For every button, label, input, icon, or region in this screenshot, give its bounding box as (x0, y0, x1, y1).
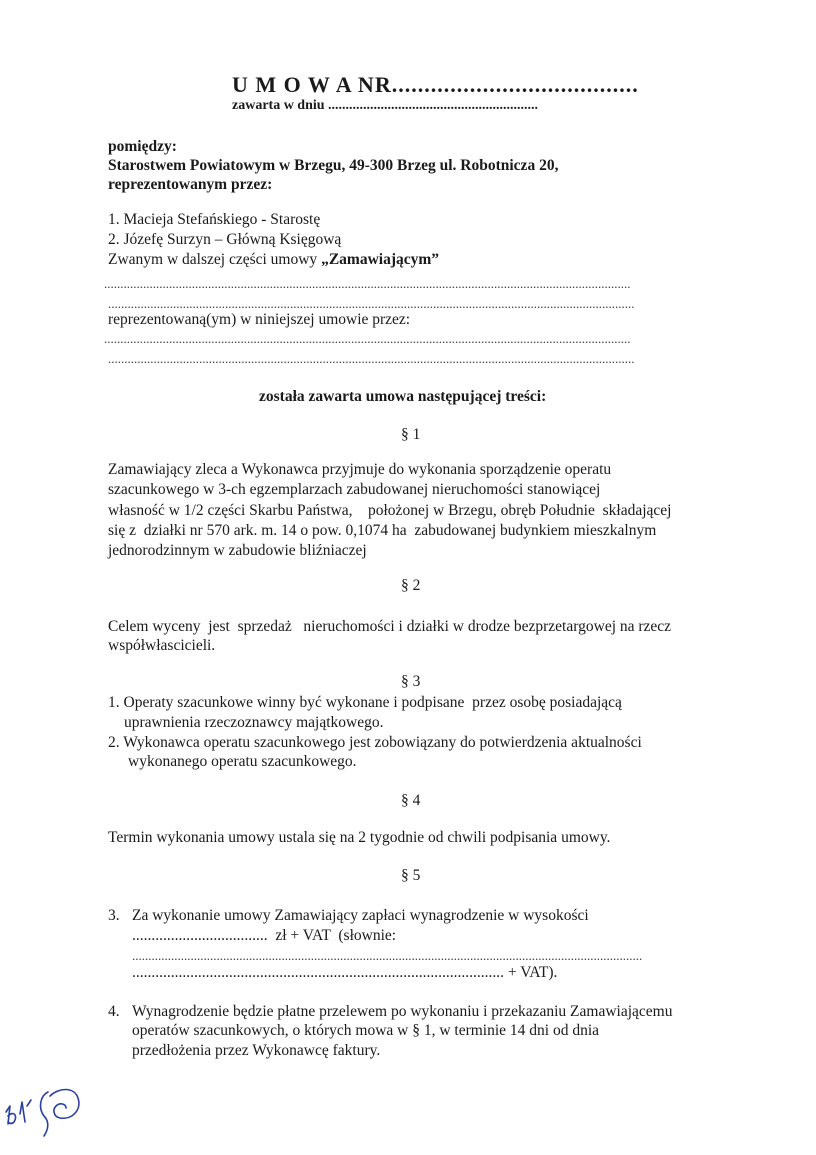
called-line (108, 250, 439, 270)
section-5-transfer-line: przedłożenia przez Wykonawcę faktury. (132, 1042, 381, 1059)
section-3-heading: § 3 (401, 673, 421, 690)
section-1-line: jednorodzinnym w zabudowie bliźniaczej (108, 542, 367, 559)
representative-1: 1. Macieja Stefańskiego - Starostę (108, 211, 321, 228)
representative-2: 2. Józefę Surzyn – Główną Księgową (108, 231, 342, 248)
office-name: Starostwem Powiatowym w Brzegu, 49-300 Brzeg ul. Robotnicza 20, (108, 157, 559, 174)
section-5-words-end: ................................................................................................ + VAT). (132, 964, 558, 981)
section-5-payment-line: Za wykonanie umowy Zamawiający zapłaci wynagrodzenie w wysokości (132, 907, 589, 924)
section-3-item: 2. Wykonawca operatu szacunkowego jest zobowiązany do potwierdzenia aktualności (108, 734, 642, 751)
blank-line-contractor-1: .................................................................................................................................................................. (104, 276, 631, 291)
section-5-heading: § 5 (401, 867, 421, 884)
section-5-amount-line: ................................... zł + VAT (słownie: (132, 927, 397, 944)
section-3-item-cont: uprawnienia rzeczoznawcy majątkowego. (124, 714, 384, 731)
section-5-transfer-line: operatów szacunkowych, o których mowa w § 1, w terminie 14 dni od dnia (132, 1022, 600, 1039)
section-4-line: Termin wykonania umowy ustala się na 2 tygodnie od chwili podpisania umowy. (108, 829, 611, 846)
section-1-heading: § 1 (401, 426, 421, 443)
represented-by-contractor: reprezentowaną(ym) w niniejszej umowie przez: (108, 311, 411, 328)
section-5-item-number: 4. (108, 1003, 120, 1020)
section-3-item: 1. Operaty szacunkowe winny być wykonane i podpisane przez osobę posiadającą (108, 694, 622, 711)
section-5-transfer-line: Wynagrodzenie będzie płatne przelewem po wykonaniu i przekazaniu Zamawiającemu (132, 1003, 673, 1020)
represented-by-label: reprezentowanym przez: (108, 176, 273, 193)
contract-intro: została zawarta umowa następującej treści: (259, 388, 547, 405)
blank-line-contractor-3: .................................................................................................................................................................. (104, 331, 631, 346)
section-4-heading: § 4 (401, 792, 421, 809)
section-1-line: szacunkowego w 3-ch egzemplarzach zabudowanej nieruchomości stanowiącej (108, 481, 601, 498)
blank-line-contractor-4: .................................................................................................................................................................. (108, 351, 635, 366)
section-1-line: się z działki nr 570 ark. m. 14 o pow. 0,1074 ha zabudowanej budynkiem mieszkalnym (108, 522, 657, 539)
contract-title: U M O W A NR...................................... (232, 72, 639, 97)
section-5-words-blank: ............................................................................................................................................................. (132, 948, 643, 963)
section-2-line: współwłascicieli. (108, 637, 216, 654)
called-prefix: Zwanym w dalszej części umowy (108, 251, 322, 268)
section-3-item-cont: wykonanego operatu szacunkowego. (128, 753, 357, 770)
called-name: „Zamawiającym” (321, 251, 440, 268)
blank-line-contractor-2: .................................................................................................................................................................. (108, 296, 635, 311)
handwritten-initials-signature (0, 1062, 110, 1142)
contract-date-line: zawarta w dniu ............................................................ (232, 98, 539, 113)
section-5-item-number: 3. (108, 907, 120, 924)
between-label: pomiędzy: (108, 138, 177, 155)
section-1-line: własność w 1/2 części Skarbu Państwa, położonej w Brzegu, obręb Południe składającej (108, 502, 672, 519)
section-1-line: Zamawiający zleca a Wykonawca przyjmuje do wykonania sporządzenie operatu (108, 461, 612, 478)
section-2-line: Celem wyceny jest sprzedaż nieruchomości i działki w drodze bezprzetargowej na rzecz (108, 618, 672, 635)
section-2-heading: § 2 (401, 577, 421, 594)
